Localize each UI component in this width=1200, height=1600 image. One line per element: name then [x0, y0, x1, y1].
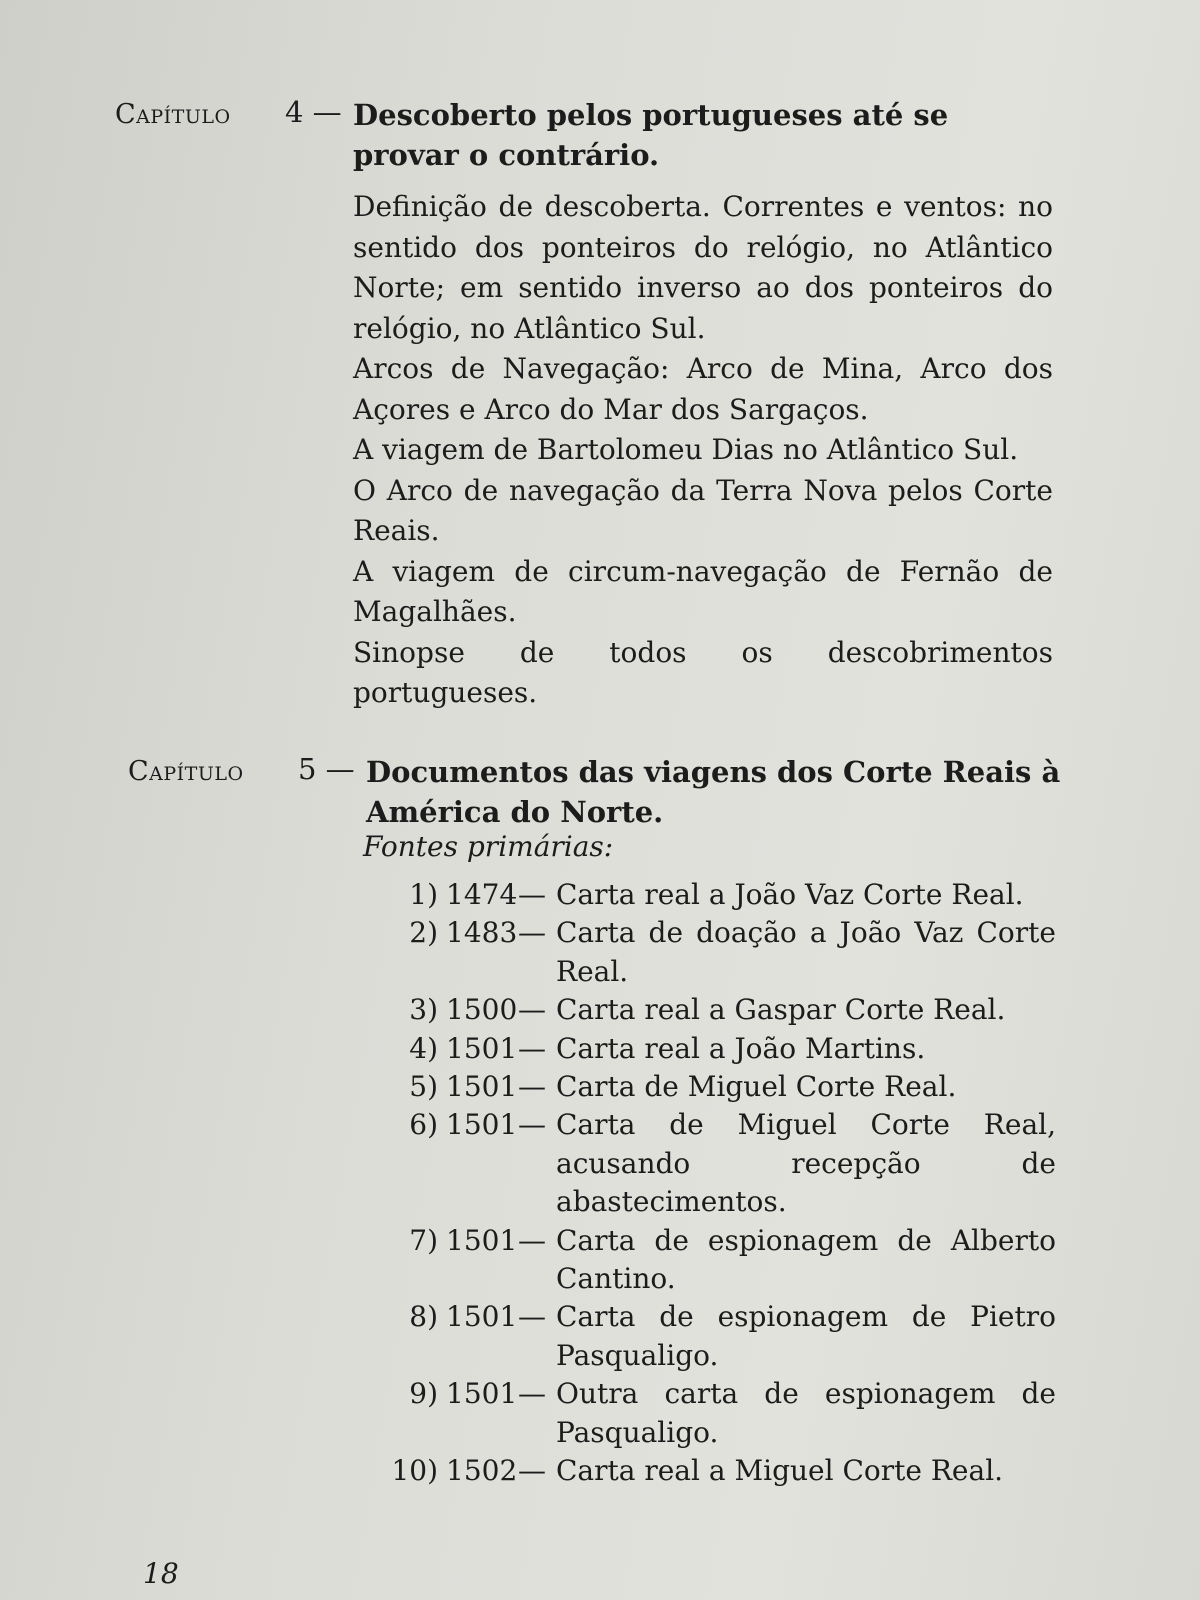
chapter-title: Documentos das viagens dos Corte Reais à América do Norte.: [366, 755, 1061, 829]
item-dash: —: [518, 916, 546, 950]
chapter-4: [115, 95, 1065, 709]
summary-paragraph: Arcos de Navegação: Arco de Mina, Arco dos Açores e Arco do Mar dos Sargaços.: [353, 352, 1053, 426]
item-year: 1501: [446, 1070, 518, 1104]
item-number: 7): [409, 1223, 438, 1257]
item-dash: —: [518, 1070, 546, 1104]
summary-paragraph: A viagem de Bartolomeu Dias no Atlântico Sul.: [353, 433, 1019, 466]
sources-list: [376, 876, 1076, 1491]
item-year: 1501: [446, 1108, 518, 1142]
item-number: 10): [391, 1454, 438, 1488]
item-number: 4): [409, 1031, 438, 1065]
item-dash: —: [518, 993, 546, 1027]
item-text: Carta de Miguel Corte Real.: [556, 1070, 957, 1104]
chapter-label: Capítulo: [128, 756, 244, 787]
list-item: [376, 1298, 1076, 1375]
item-text: Carta de espionagem de Pietro Pasqualigo.: [556, 1300, 1056, 1372]
item-dash: —: [518, 1223, 546, 1257]
list-item: [376, 1106, 1076, 1221]
item-text: Carta real a João Vaz Corte Real.: [556, 878, 1024, 911]
chapter-label: Capítulo: [115, 99, 231, 130]
chapter-number: 5 —: [298, 752, 355, 786]
item-year: 1501: [446, 1031, 518, 1065]
item-number: 9): [409, 1377, 438, 1411]
item-number: 2): [409, 916, 438, 950]
item-year: 1474: [446, 878, 518, 911]
item-year: 1502: [446, 1454, 518, 1488]
chapter-number: 4 —: [285, 95, 342, 129]
item-text: Carta de Miguel Corte Real, acusando recepção de abastecimentos.: [556, 1108, 1056, 1219]
item-year: 1501: [446, 1377, 518, 1411]
summary-paragraph: O Arco de navegação da Terra Nova pelos Corte Reais.: [353, 473, 1053, 547]
list-item: [376, 1452, 1076, 1490]
chapter-5: [128, 752, 1078, 1488]
list-item: [376, 876, 1076, 914]
item-text: Carta de espionagem de Alberto Cantino.: [556, 1223, 1056, 1296]
list-item: [376, 1222, 1076, 1299]
list-item: [376, 1068, 1076, 1106]
list-item: [376, 1030, 1076, 1068]
sources-subheading: Fontes primárias:: [363, 830, 614, 863]
item-number: 8): [409, 1300, 438, 1334]
item-number: 1): [409, 878, 438, 911]
item-dash: —: [518, 1454, 546, 1488]
item-text: Carta real a João Martins.: [556, 1031, 926, 1065]
chapter-title: Descoberto pelos portugueses até se provar o contrário.: [353, 98, 949, 172]
item-text: Carta real a Miguel Corte Real.: [556, 1454, 1004, 1488]
item-number: 3): [409, 993, 438, 1027]
item-text: Carta de doação a João Vaz Corte Real.: [556, 916, 1056, 988]
list-item: [376, 914, 1076, 991]
summary-paragraph: Sinopse de todos os descobrimentos portugueses.: [353, 635, 1053, 709]
item-text: Carta real a Gaspar Corte Real.: [556, 993, 1006, 1027]
item-number: 6): [409, 1108, 438, 1142]
item-year: 1500: [446, 993, 518, 1027]
page-number: 18: [143, 1557, 179, 1590]
item-dash: —: [518, 1377, 546, 1411]
summary-paragraph: A viagem de circum-navegação de Fernão de Magalhães.: [353, 554, 1053, 628]
summary-paragraph: Definição de descoberta. Correntes e ventos: no sentido dos ponteiros do relógio, no Atlântico Norte; em sentido inverso ao dos ponteiros do relógio, no Atlântico Sul.: [353, 190, 1053, 345]
item-text: Outra carta de espionagem de Pasqualigo.: [556, 1377, 1056, 1449]
chapter-summary: [353, 187, 1053, 714]
item-dash: —: [518, 1300, 546, 1334]
list-item: [376, 1375, 1076, 1452]
item-year: 1501: [446, 1300, 518, 1334]
item-year: 1501: [446, 1223, 518, 1257]
item-year: 1483: [446, 916, 518, 950]
list-item: [376, 991, 1076, 1029]
item-number: 5): [409, 1070, 438, 1104]
item-dash: —: [518, 878, 546, 911]
item-dash: —: [518, 1108, 546, 1142]
item-dash: —: [518, 1031, 546, 1065]
